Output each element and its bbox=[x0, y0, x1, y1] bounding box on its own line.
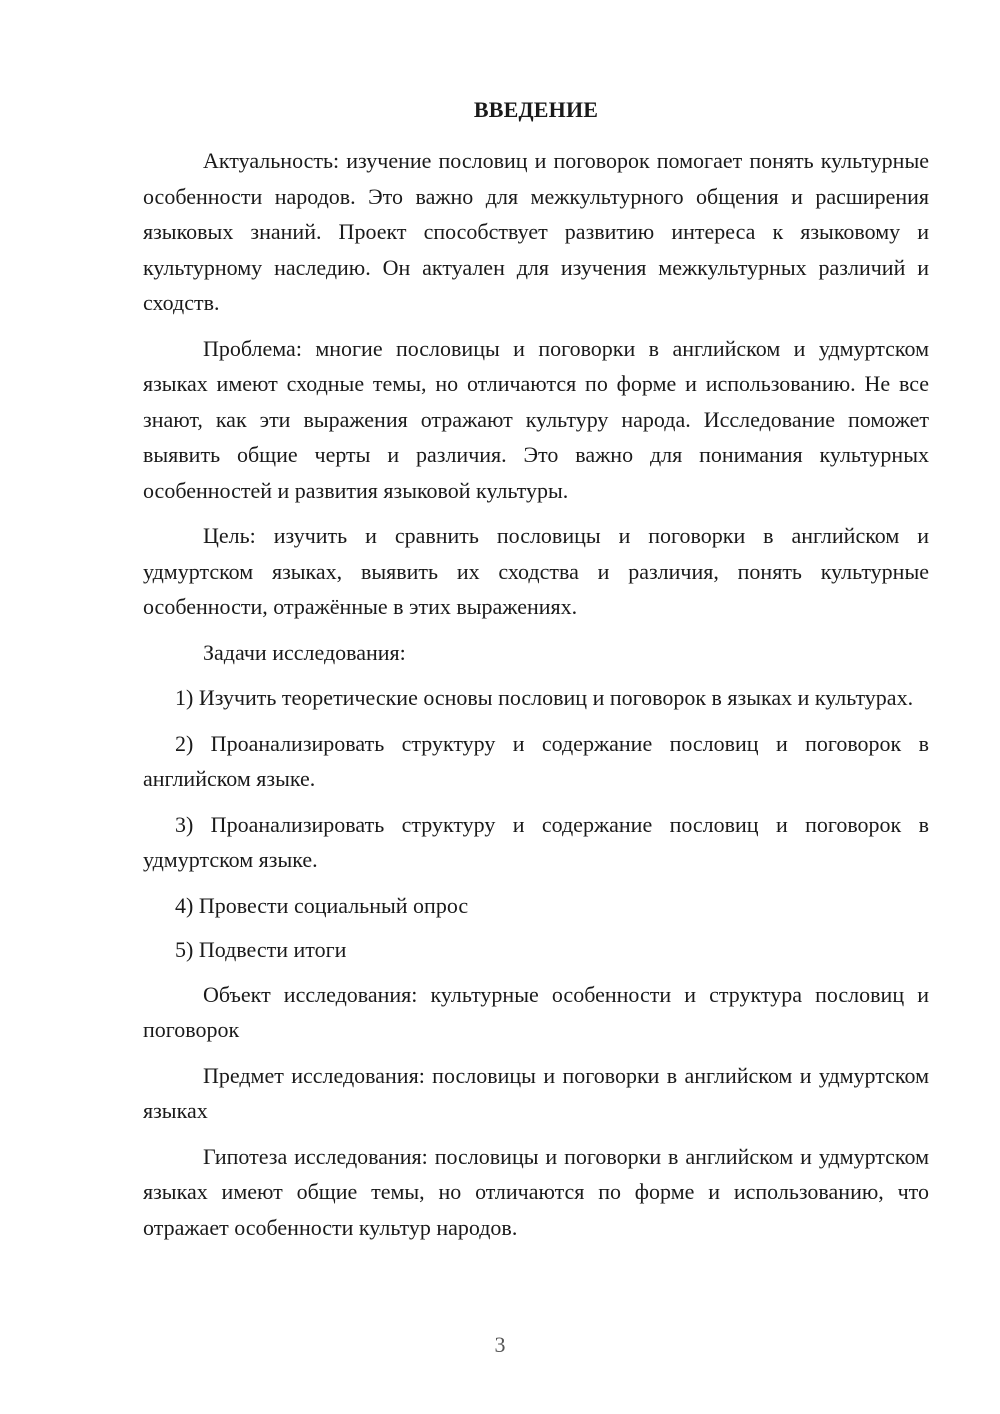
problem-paragraph: Проблема: многие пословицы и поговорки в английском и удмуртском языках имеют сходные темы, но отличаются по форме и использованию. Не все знают, как эти выражения отражают культуру народа. Исследование поможет выявить общие черты и различия. Это важно для понимания культурных особенностей и развития языковой культуры. bbox=[143, 335, 929, 503]
task-item-2: 2) Проанализировать структуру и содержание пословиц и поговорок в английском языке. bbox=[143, 730, 929, 791]
hypothesis-paragraph: Гипотеза исследования: пословицы и поговорки в английском и удмуртском языках имеют общие темы, но отличаются по форме и использованию, что отражает особенности культур народов. bbox=[143, 1143, 929, 1240]
page-number: 3 bbox=[494, 1332, 506, 1357]
task-item-4: 4) Провести социальный опрос bbox=[175, 892, 469, 918]
goal-paragraph: Цель: изучить и сравнить пословицы и поговорки в английском и удмуртском языках, выявить их сходства и различия, понять культурные особенности, отражённые в этих выражениях. bbox=[143, 523, 929, 619]
section-heading: ВВЕДЕНИЕ bbox=[473, 97, 599, 122]
relevance-paragraph: Актуальность: изучение пословиц и поговорок помогает понять культурные особенности народов. Это важно для межкультурного общения и расширения языковых знаний. Проект способствует развитию интереса к языковому и культурному наследию. Он актуален для изучения межкультурных различий и сходств. bbox=[143, 148, 929, 315]
task-item-5: 5) Подвести итоги bbox=[175, 937, 347, 962]
tasks-title: Задачи исследования: bbox=[203, 639, 406, 665]
document-page bbox=[143, 95, 929, 1255]
task-item-1: 1) Изучить теоретические основы пословиц и поговорок в языках и культурах. bbox=[175, 685, 914, 710]
object-paragraph: Объект исследования: культурные особенности и структура пословиц и поговорок bbox=[143, 981, 929, 1042]
subject-paragraph: Предмет исследования: пословицы и поговорки в английском и удмуртском языках bbox=[143, 1062, 929, 1123]
task-item-3: 3) Проанализировать структуру и содержание пословиц и поговорок в удмуртском языке. bbox=[143, 811, 929, 872]
